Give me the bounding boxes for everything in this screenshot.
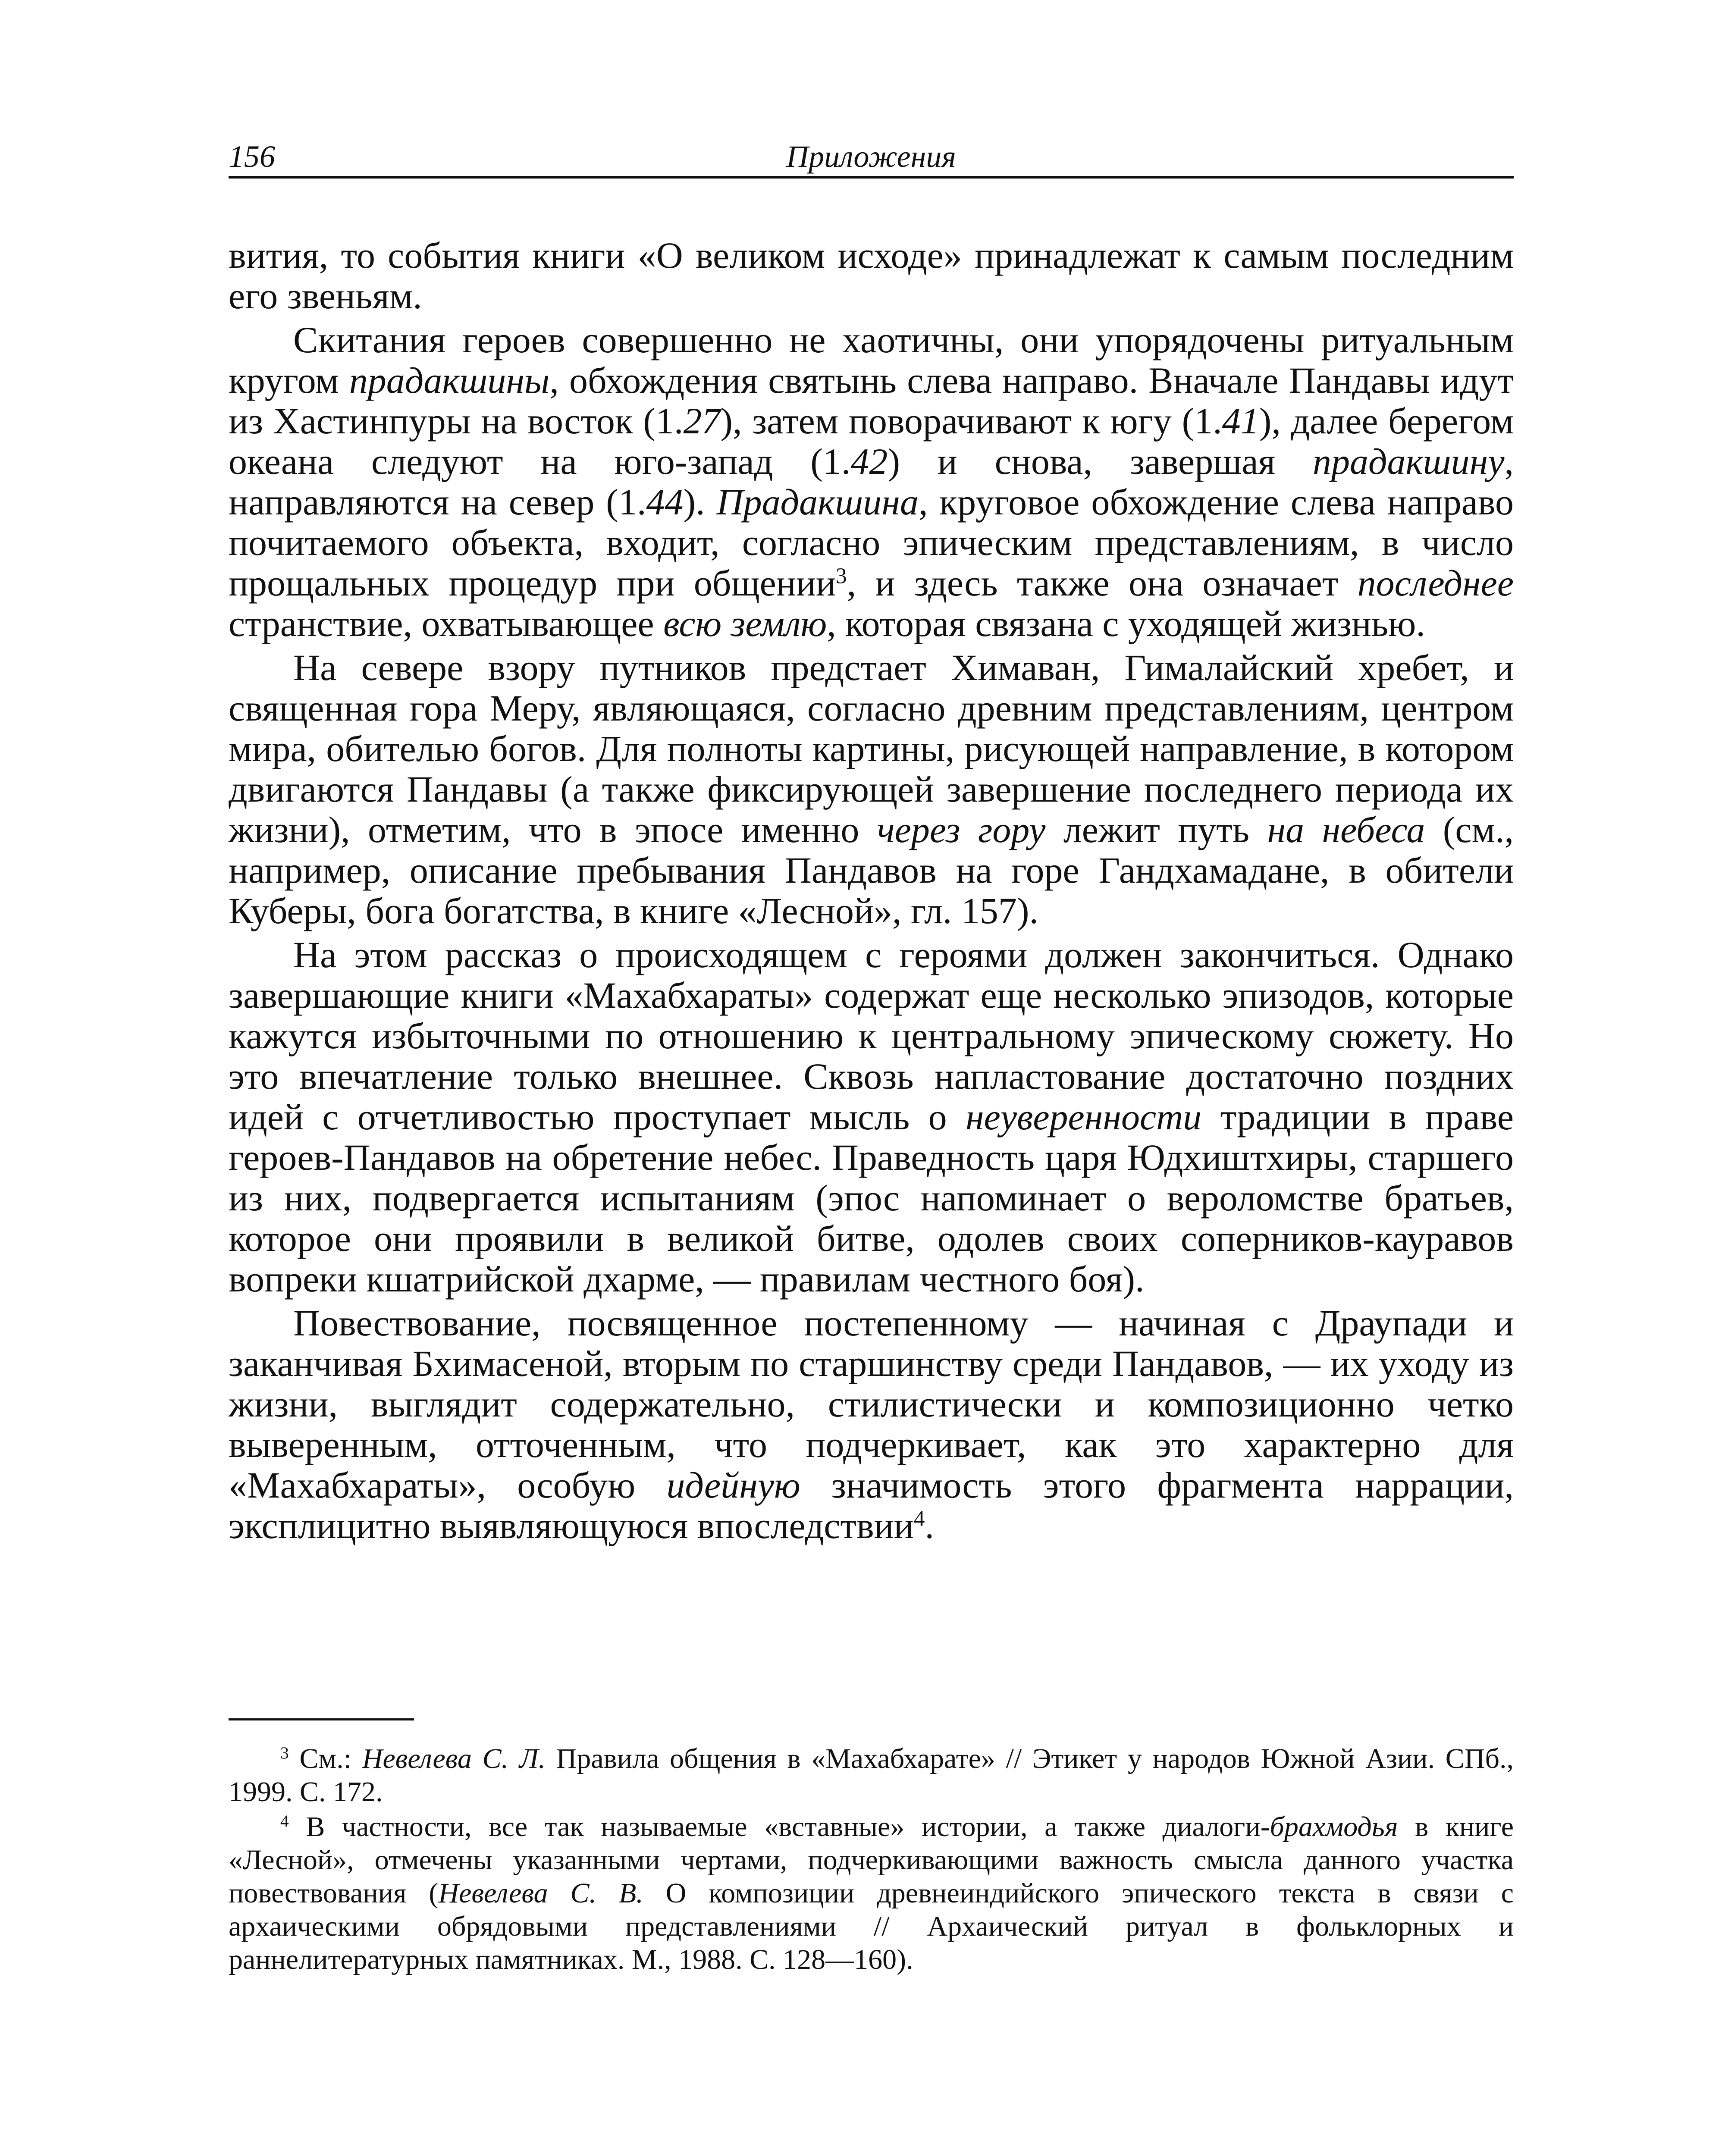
- italic-text: Невелева С. В.: [438, 1877, 643, 1909]
- text-run: , направляются на север (1.: [229, 441, 1514, 523]
- text-run: В частности, все так называемые «вставные» истории, а также диалоги-: [289, 1811, 1270, 1843]
- italic-text: 42: [850, 441, 888, 482]
- text-run: (см., например, описание пребывания Пандавов на горе Гандхамадане, в обители Куберы, бога богатства, в книге «Лесной», гл. 157).: [229, 809, 1514, 931]
- italic-text: всю землю: [663, 603, 827, 644]
- footnote-separator: [229, 1718, 414, 1720]
- page-number: 156: [229, 139, 275, 174]
- footnote-marker: 4: [280, 1811, 289, 1831]
- text-run: традиции в праве героев-Пандавов на обретение небес. Праведность царя Юдхиштхиры, старшего из них, подвергается испытаниям (эпос напоминает о вероломстве братьев, которое они проявили в великой битве, одолев своих соперников-кауравов вопреки кшатрийской дхарме, — правилам честного боя).: [229, 1096, 1514, 1300]
- footnote-marker: 3: [280, 1743, 289, 1763]
- text-run: .: [925, 1505, 935, 1546]
- text-run: , которая связана с уходящей жизнью.: [827, 603, 1425, 644]
- footnote: [229, 1742, 1514, 1808]
- footnote: [229, 1810, 1514, 1976]
- italic-text: брахмодья: [1270, 1811, 1398, 1843]
- italic-text: 44: [646, 481, 684, 523]
- text-run: , круговое обхождение слева направо почитаемого объекта, входит, согласно эпическим представлениям, в число прощальных процедур при общении: [229, 481, 1514, 604]
- text-run: Правила общения в «Махабхарате» // Этикет у народов Южной Азии. СПб., 1999. С. 172.: [229, 1743, 1514, 1808]
- text-run: Повествование, посвященное постепенному — начиная с Драупади и заканчивая Бхимасеной, вторым по старшинству среди Пандавов, — их уходу из жизни, выглядит содержательно, стилистически и композиционно четко выверенным, отточенным, что подчеркивает, как это характерно для «Махабхараты», особую: [229, 1302, 1514, 1506]
- text-run: ), далее берегом океана следуют на юго-запад (1.: [229, 400, 1514, 482]
- paragraph: [229, 934, 1514, 1299]
- italic-text: прадакшины: [349, 360, 550, 401]
- text-run: в книге «Лесной», отмечены указанными чертами, подчеркивающими важность смысла данного участка повествования (: [229, 1811, 1514, 1909]
- text-run: О композиции древнеиндийского эпического текста в связи с архаическими обрядовыми представлениями // Архаический ритуал в фольклорных и раннелитературных памятниках. М., 1988. С. 128—160).: [229, 1877, 1514, 1975]
- text-run: ), затем поворачивают к югу (1.: [720, 400, 1222, 442]
- italic-text: на небеса: [1267, 809, 1425, 850]
- text-run: На этом рассказ о происходящем с героями должен закончиться. Однако завершающие книги «Махабхараты» содержат еще несколько эпизодов, которые кажутся избыточными по отношению к центральному эпическому сюжету. Но это впечатление только внешнее. Сквозь напластование достаточно поздних идей с отчетливостью проступает мысль о: [229, 934, 1514, 1138]
- text-run: ).: [683, 481, 717, 523]
- italic-text: прадакшину: [1313, 441, 1505, 482]
- text-run: См.:: [289, 1743, 362, 1774]
- italic-text: неуверенности: [965, 1096, 1202, 1138]
- text-run: значимость этого фрагмента наррации, эксплицитно выявляющуюся впоследствии: [229, 1464, 1514, 1546]
- italic-text: 27: [683, 400, 721, 442]
- footnote-marker: 3: [835, 564, 847, 589]
- running-head: Приложения: [786, 139, 956, 174]
- italic-text: через гору: [877, 809, 1046, 850]
- paragraph: [229, 1303, 1514, 1546]
- text-run: На севере взору путников предстает Химаван, Гималайский хребет, и священная гора Меру, являющаяся, согласно древним представлениям, центром мира, обителью богов. Для полноты картины, рисующей направление, в котором двигаются Пандавы (а также фиксирующей завершение последнего периода их жизни), отметим, что в эпосе именно: [229, 647, 1514, 850]
- text-run: лежит путь: [1045, 809, 1267, 850]
- italic-text: 41: [1222, 400, 1259, 442]
- paragraph: [229, 235, 1514, 316]
- page-header: [229, 137, 1514, 179]
- italic-text: Невелева С. Л.: [362, 1743, 546, 1774]
- text-run: , обхождения святынь слева направо. Вначале Пандавы идут из Хастинпуры на восток (1.: [229, 360, 1514, 442]
- main-text: [229, 235, 1514, 1549]
- text-run: , и здесь также она означает: [847, 562, 1358, 604]
- text-run: Скитания героев совершенно не хаотичны, они упорядочены ритуальным кругом: [229, 319, 1514, 401]
- footnotes: [229, 1742, 1514, 1978]
- italic-text: последнее: [1357, 562, 1514, 604]
- italic-text: идейную: [666, 1464, 800, 1506]
- text-run: ) и снова, завершая: [888, 441, 1313, 482]
- paragraph: [229, 647, 1514, 931]
- footnote-marker: 4: [913, 1506, 925, 1531]
- paragraph: [229, 320, 1514, 644]
- text-run: странствие, охватывающее: [229, 603, 664, 644]
- italic-text: Прадакшина: [716, 481, 919, 523]
- text-run: вития, то события книги «О великом исходе» принадлежат к самым последним его звеньям.: [229, 235, 1514, 317]
